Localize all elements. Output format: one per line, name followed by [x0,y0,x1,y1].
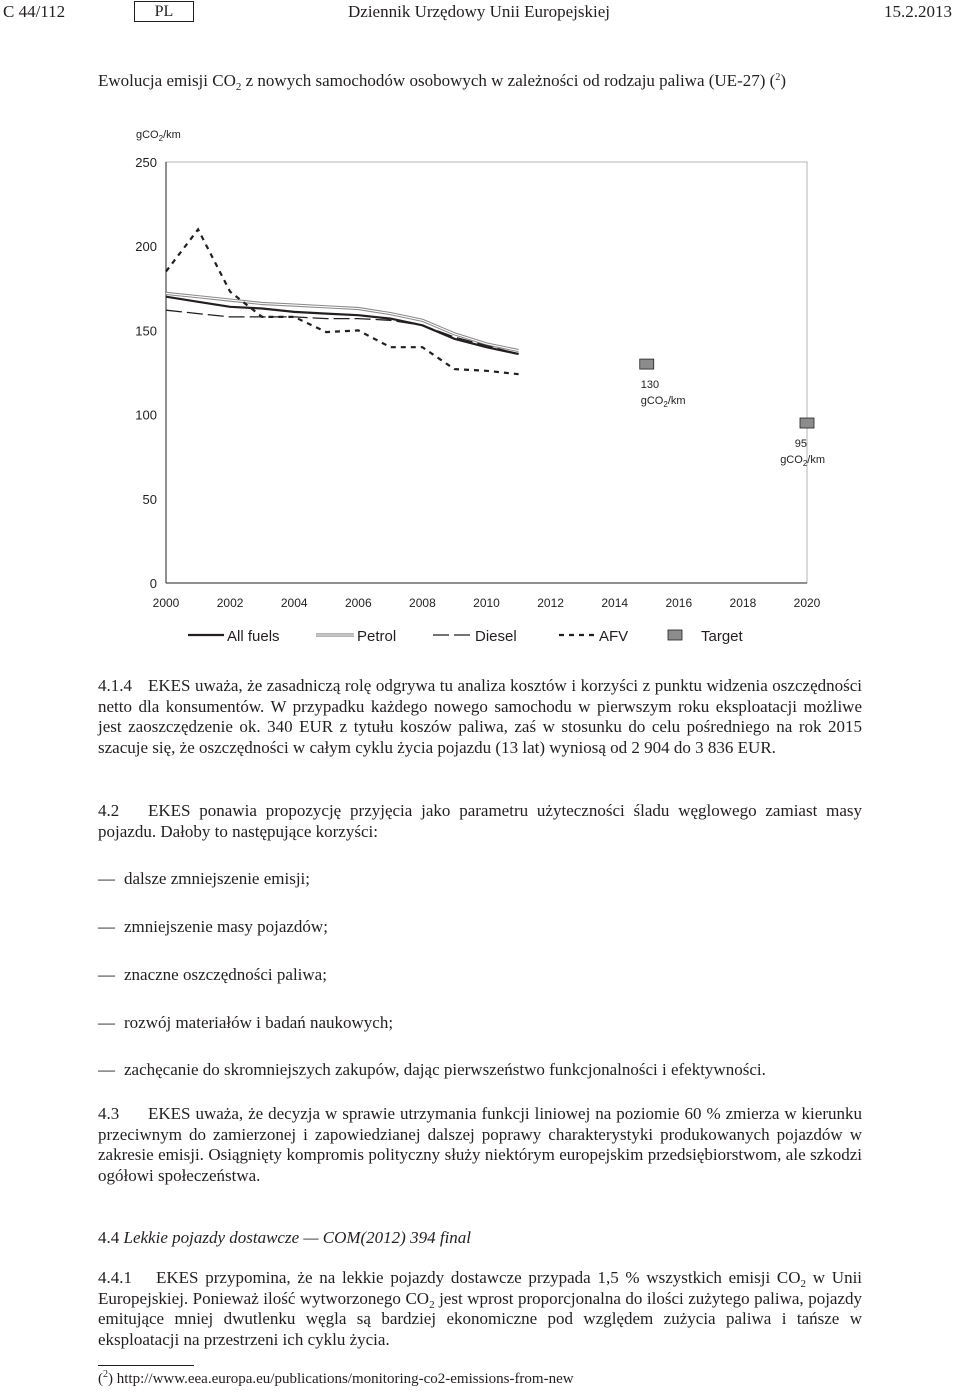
heading-number: 4.4 [98,1228,120,1247]
x-tick-label: 2018 [729,596,757,610]
y-tick-label: 150 [135,323,157,339]
list-item-text: zachęcanie do skromniejszych zakupów, dając pierwszeństwo funkcjonalności i efektywności. [124,1060,766,1079]
list-item-text: znaczne oszczędności paliwa; [124,965,327,984]
target-unit-label: gCO$_2$/km [640,395,686,410]
list-item [98,1013,393,1033]
target-marker [640,359,654,369]
paragraph-text: EKES ponawia propozycję przyjęcia jako parametru użyteczności śladu węglowego zamiast masy pojazdu. Dałoby to następujące korzyści: [98,801,862,841]
list-item [98,1060,766,1080]
legend-label: Petrol [357,628,397,645]
x-tick-label: 2008 [409,596,436,610]
x-tick-label: 2020 [793,596,821,610]
paragraph-number: 4.3 [98,1104,120,1123]
heading-title: Lekkie pojazdy dostawcze — COM(2012) 394 final [123,1228,472,1247]
footnote: ($^2$) http://www.eea.europa.eu/publications/monitoring-co2-emissions-from-new [98,1369,574,1387]
x-tick-label: 2012 [537,596,564,610]
dash-bullet: — [98,1060,115,1079]
list-item-text: rozwój materiałów i badań naukowych; [124,1013,394,1032]
footnote-separator [98,1365,194,1366]
co2-emissions-chart [130,118,840,650]
footnote-link[interactable]: http://www.eea.europa.eu/publications/monitoring-co2-emissions-from-new [116,1371,574,1387]
dash-bullet: — [98,917,115,936]
target-marker [800,418,814,428]
section-heading-4-4 [98,1228,471,1248]
legend-label: Diesel [475,628,517,645]
dash-bullet: — [98,1013,115,1032]
x-tick-label: 2010 [473,596,500,610]
publication-date: 15.2.2013 [884,2,952,21]
paragraph-number: 4.4.1 [98,1268,132,1287]
y-tick-label: 100 [135,407,157,423]
legend-label: Target [701,628,743,645]
list-item [98,869,310,889]
dash-bullet: — [98,869,115,888]
paragraph-4-2 [98,801,862,842]
x-tick-label: 2014 [601,596,629,610]
list-item [98,917,328,937]
paragraph-text: EKES uważa, że zasadniczą rolę odgrywa tu analiza kosztów i korzyści z punktu widzenia oszczędności netto dla konsumentów. W przypadku każdego nowego samochodu w pierwszym roku eksploatacji możliwe jest zaoszczędzenie ok. 340 EUR z tytułu koszów paliwa, zaś w stosunku do celu pośredniego na rok 2015 szacuje się, że oszczędności w całym cyklu życia pojazdu (13 lat) wyniosą od 2 904 do 3 836 EUR. [98,676,862,757]
list-item [98,965,327,985]
list-item-text: zmniejszenie masy pojazdów; [124,917,328,936]
plot-area [166,162,807,583]
figure-title: Ewolucja emisji $CO_2$ z nowych samochodów osobowych w zależności od rodzaju paliwa (UE-27) ($^2$) [98,71,786,93]
y-tick-label: 250 [135,155,157,170]
legend-label: All fuels [227,628,280,645]
dash-bullet: — [98,965,115,984]
y-axis-label: gCO$_2$/km [136,129,181,143]
paragraph-text: EKES uważa, że decyzja w sprawie utrzymania funkcji liniowej na poziomie 60 % zmierza w kierunku przeciwnym do zamierzonej i zapowiedzianej dalszej poprawy charakterystyki produkowanych pojazdów w zakresie emisji. Osiągnięty kompromis polityczny służy niektórym europejskim przedsiębiorstwom, ale szkodzi ogółowi społeczeństwa. [98,1104,862,1185]
paragraph-4-1-4 [98,676,862,758]
x-tick-label: 2004 [280,596,308,610]
x-tick-label: 2002 [216,596,244,610]
paragraph-number: 4.2 [98,801,120,820]
x-tick-label: 2016 [665,596,693,610]
page-reference: C 44/112 [3,2,66,21]
list-item-text: dalsze zmniejszenie emisji; [124,869,310,888]
paragraph-4-4-1: 4.4.1 EKES przypomina, że na lekkie pojazdy dostawcze przypada 1,5 % wszystkich emisji $CO_2$ w Unii Europejskiej. Ponieważ ilość wytworzonego $CO_2$ jest wprost proporcjonalna do ilości zużytego paliwa, pojazdy emitujące mniej dwutlenku węgla są bardziej ekonomiczne pod względem zużycia paliwa i tańsze w eksploatacji na przestrzeni ich cyklu życia. [98,1268,863,1349]
paragraph-number: 4.1.4 [98,676,132,695]
target-unit-label: gCO$_2$/km [780,454,825,469]
x-tick-label: 2000 [152,596,180,610]
target-value-label: 130 [640,379,660,392]
x-tick-label: 2006 [344,596,372,610]
legend-swatch-target [668,630,682,640]
y-tick-label: 0 [149,576,157,591]
legend-label: AFV [599,628,629,645]
y-tick-label: 200 [135,239,157,255]
journal-title: Dziennik Urzędowy Unii Europejskiej [348,2,611,21]
paragraph-4-3 [98,1104,862,1186]
y-tick-label: 50 [142,491,157,507]
language-badge: PL [134,1,194,22]
target-value-label: 95 [794,438,807,451]
